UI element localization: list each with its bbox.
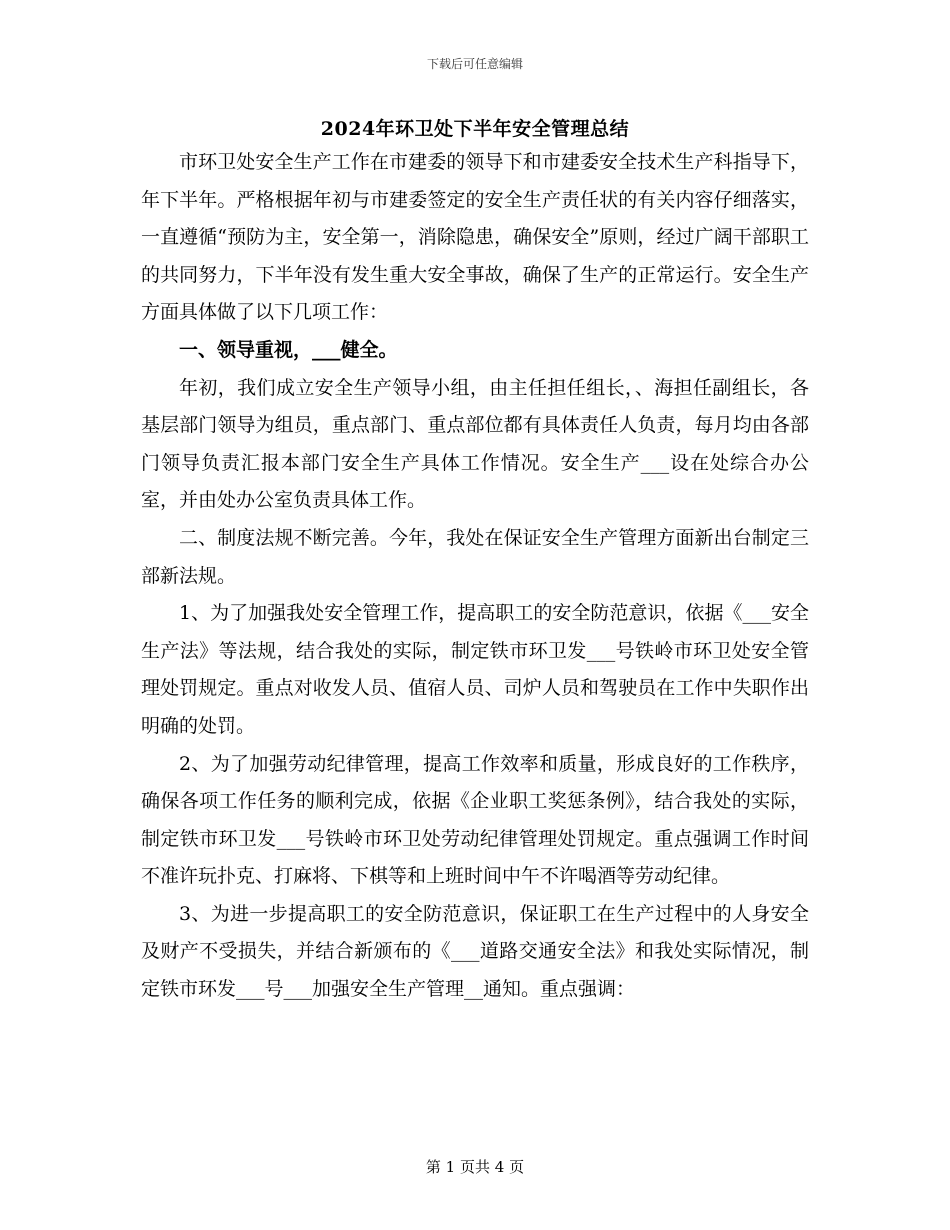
paragraph-regulations: 二、制度法规不断完善。今年，我处在保证安全生产管理方面新出台制定三部新法规。 bbox=[141, 526, 809, 587]
document-body bbox=[141, 144, 809, 1009]
paragraph-intro: 市环卫处安全生产工作在市建委的领导下和市建委安全技术生产科指导下，年下半年。严格根据年初与市建委签定的安全生产责任状的有关内容仔细落实，一直遵循“预防为主，安全第一，消除隐患，确保安全”原则，经过广阔干部职工的共同努力，下半年没有发生重大安全事故，确保了生产的正常运行。安全生产方面具体做了以下几项工作： bbox=[141, 151, 809, 324]
paragraph-item-3: 3、为进一步提高职工的安全防范意识，保证职工在生产过程中的人身安全及财产不受损失，并结合新颁布的《___道路交通安全法》和我处实际情况，制定铁市环发___号___加强安全生产管理__通知。重点强调： bbox=[141, 902, 809, 1001]
document-title: 2024年环卫处下半年安全管理总结 bbox=[320, 118, 630, 140]
paragraph-item-2: 2、为了加强劳动纪律管理，提高工作效率和质量，形成良好的工作秩序，确保各项工作任务的顺利完成，依据《企业职工奖惩条例》，结合我处的实际，制定铁市环卫发___号铁岭市环卫处劳动纪律管理处罚规定。重点强调工作时间不准许玩扑克、打麻将、下棋等和上班时间中午不许喝酒等劳动纪律。 bbox=[141, 752, 809, 888]
paragraph-leadership: 年初，我们成立安全生产领导小组，由主任担任组长，、海担任副组长，各基层部门领导为组员，重点部门、重点部位都有具体责任人负责，每月均由各部门领导负责汇报本部门安全生产具体工作情况。安全生产___设在处综合办公室，并由处办公室负责具体工作。 bbox=[141, 376, 809, 512]
page-number: 第 1 页共 4 页 bbox=[425, 1158, 525, 1176]
paragraph-item-1: 1、为了加强我处安全管理工作，提高职工的安全防范意识，依据《___安全生产法》等法规，结合我处的实际，制定铁市环卫发___号铁岭市环卫处安全管理处罚规定。重点对收发人员、值宿人员、司炉人员和驾驶员在工作中失职作出明确的处罚。 bbox=[141, 602, 809, 737]
section-heading-1: 一、领导重视，___健全。 bbox=[179, 338, 398, 361]
header-note: 下载后可任意编辑 bbox=[426, 57, 523, 71]
